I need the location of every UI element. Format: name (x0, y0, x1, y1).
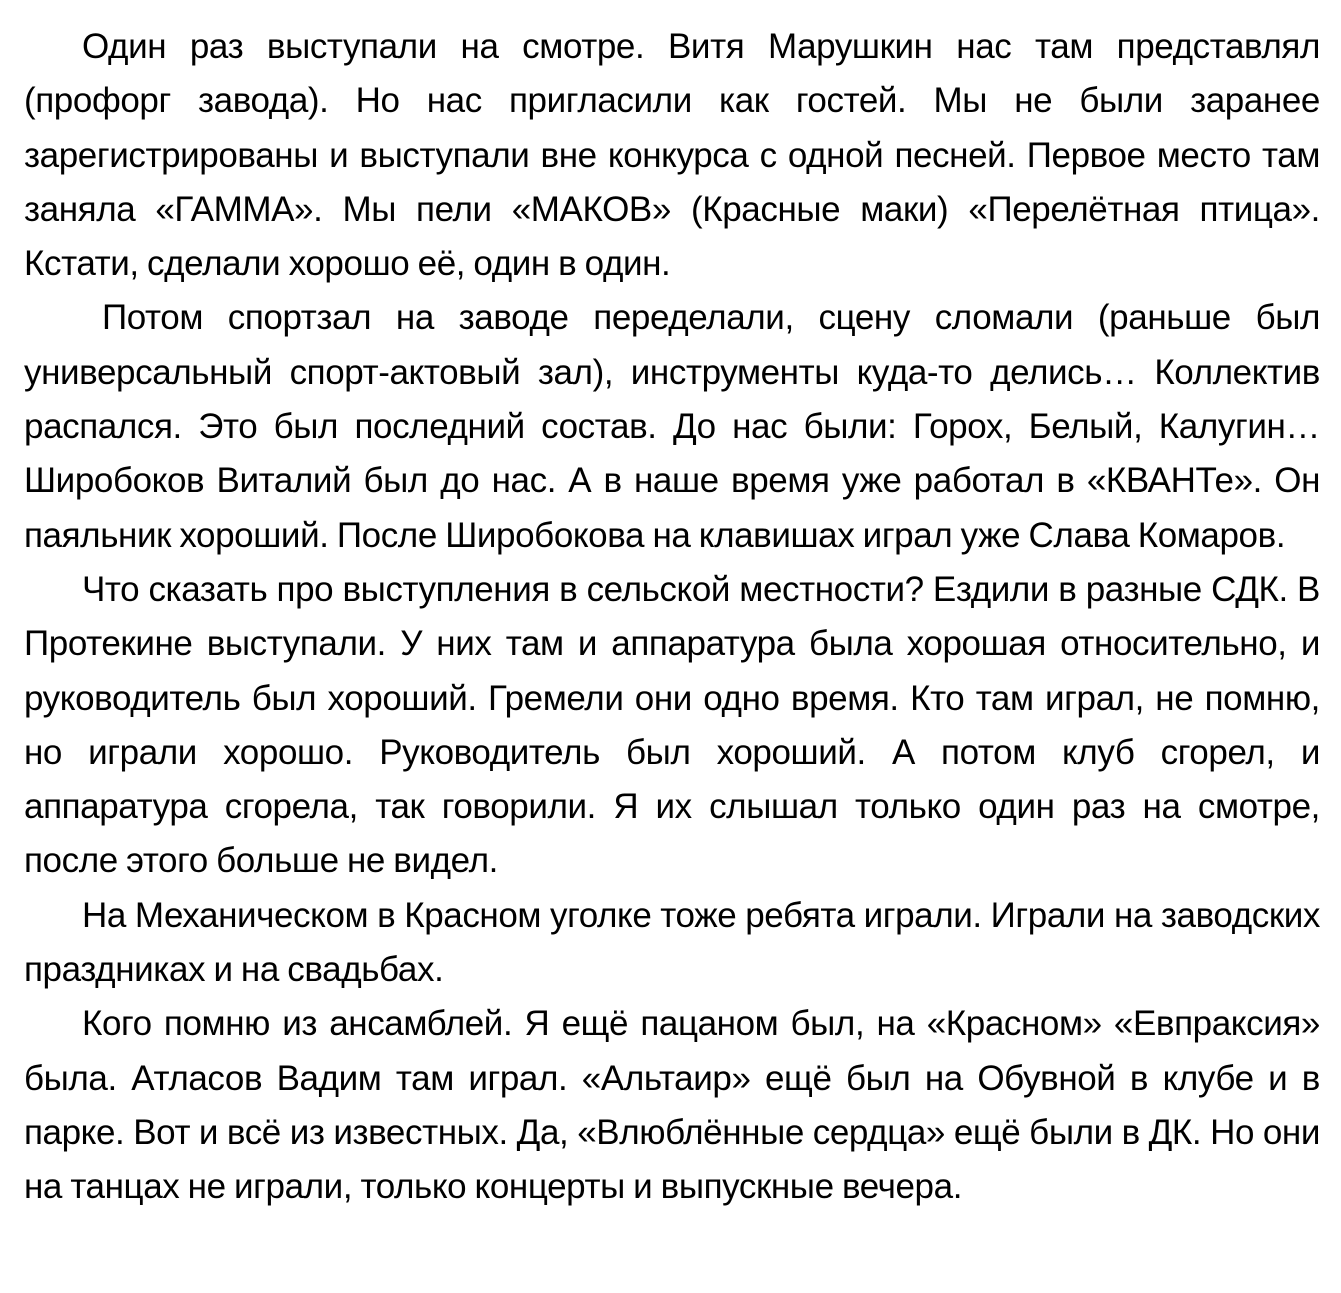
paragraph-1: Один раз выступали на смотре. Витя Марушкин нас там представлял (профорг завода). Но нас пригласили как гостей. Мы не были заранее зарегистрированы и выступали вне конкурса с одной песней. Первое место там заняла «ГАММА». Мы пели «МАКОВ» (Красные маки) «Перелётная птица». Кстати, сделали хорошо её, один в один. (24, 27, 1320, 284)
paragraph-3: Что сказать про выступления в сельской местности? Ездили в разные СДК. В Протекине выступали. У них там и аппаратура была хорошая относительно, и руководитель был хороший. Гремели они одно время. Кто там играл, не помню, но играли хорошо. Руководитель был хороший. А потом клуб сгорел, и аппаратура сгорела, так говорили. Я их слышал только один раз на смотре, после этого больше не видел. (24, 569, 1320, 881)
paragraph-4: На Механическом в Красном уголке тоже ребята играли. Играли на заводских праздниках и на свадьбах. (24, 895, 1320, 990)
document-page (24, 20, 1320, 1215)
paragraph-2: Потом спортзал на заводе переделали, сцену сломали (раньше был универсальный спорт-актовый зал), инструменты куда-то делись… Коллектив распался. Это был последний состав. До нас были: Горох, Белый, Калугин… Широбоков Виталий был до нас. А в наше время уже работал в «КВАНТе». Он паяльник хороший. После Широбокова на клавишах играл уже Слава Комаров. (24, 298, 1320, 555)
paragraph-5: Кого помню из ансамблей. Я ещё пацаном был, на «Красном» «Евпраксия» была. Атласов Вадим там играл. «Альтаир» ещё был на Обувной в клубе и в парке. Вот и всё из известных. Да, «Влюблённые сердца» ещё были в ДК. Но они на танцах не играли, только концерты и выпускные вечера. (24, 1004, 1320, 1207)
